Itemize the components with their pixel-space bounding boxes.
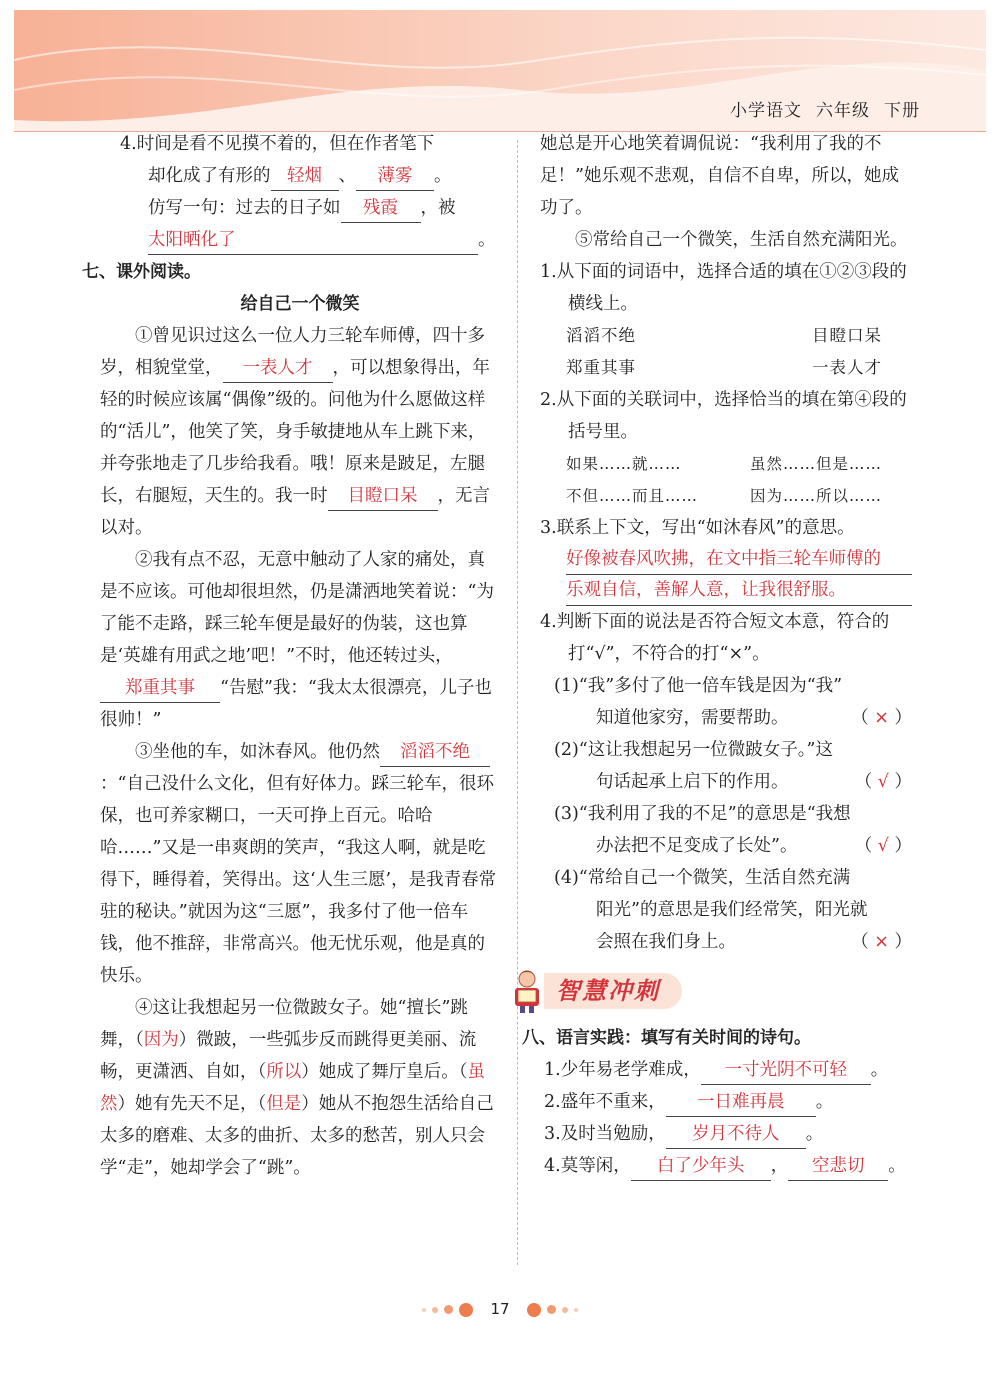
article-title: 给自己一个微笑 (240, 294, 360, 314)
question-3-answer: 好像被春风吹拂，在文中指三轮车师傅的 乐观自信，善解人意，让我很舒服。 (566, 544, 912, 606)
paragraph-4: ④这让我想起另一位微跛女子。她“擅长”跳舞，（因为）微跛，一些弧步反而跳得更美丽、流畅，更潇洒、自如，（所以）她成了舞厅皇后。（虽然）她有先天不足，（但是）她从不抱怨生活给自己太多的磨难、太多的曲折、太多的愁苦，别人只会学“走”，她却学会了“跳”。 (100, 998, 494, 1178)
volume-label: 下册 (884, 101, 920, 121)
judge-item: (1)“我”多付了他一倍车钱是因为“我” 知道他家穷，需要帮助。 （ × ） (554, 676, 912, 728)
paragraph-3: ③坐他的车，如沐春风。他仍然 滔滔不绝：“自己没什么文化，但有好体力。踩三轮车，很环保，也可养家糊口，一天可挣上百元。哈哈哈……”又是一串爽朗的笑声，“我这人啊，就是吃得下，睡得着，笑得出。这‘人生三愿’，是我青春常驻的秘诀。”就因为这“三愿”，我多付了他一倍车钱，他不推辞，非常高兴。他无忧乐观，他是真的快乐。 (100, 736, 500, 992)
question-2: 2.从下面的关联词中，选择恰当的填在第④段的括号里。 (540, 390, 907, 442)
word-options: 滔滔不绝 目瞪口呆 (566, 326, 882, 345)
question-3: 3.联系上下文，写出“如沐春风”的意思。 (540, 518, 855, 538)
answer-blank: 残霞 (341, 194, 421, 223)
paragraph-1: ①曾见识过这么一位人力三轮车师傅，四十多岁，相貌堂堂， 一表人才 ，可以想象得出，年轻的时候应该属“偶像”级的。问他为什么愿做这样的“活儿”，他笑了笑，身手敏捷地从车上跳下来，并夸张地走了几步给我看。哦！原来是跛足，左腿长，右腿短，天生的。我一时 目瞪口呆 ，无言以对。 (100, 326, 490, 538)
paragraph-4-continued: 她总是开心地笑着调侃说：“我利用了我的不足！”她乐观不悲观，自信不自卑，所以，她成功了。 (540, 134, 899, 218)
poem-line: 3.及时当勉励， 岁月不待人 。 (544, 1118, 912, 1150)
poem-line: 4.莫等闲， 白了少年头 ， 空悲切 。 (544, 1150, 912, 1182)
wisdom-sprint-label: 智慧冲刺 (544, 973, 682, 1009)
answer-blank: 薄雾 (356, 162, 434, 191)
left-column (82, 128, 500, 1184)
word-options: 郑重其事 一表人才 (566, 358, 882, 377)
conjunction-options: 不但……而且…… 因为……所以…… (566, 487, 882, 505)
page-footer (0, 1300, 1000, 1318)
student-reading-icon (510, 968, 544, 1014)
answer-blank: 太阳晒化了 (148, 226, 478, 255)
section-8-heading: 八、语言实践：填写有关时间的诗句。 (522, 1028, 811, 1048)
judge-item: (3)“我利用了我的不足”的意思是“我想 办法把不足变成了长处”。 （ √ ） (554, 804, 912, 856)
question-1: 1.从下面的词语中，选择合适的填在①②③段的横线上。 (540, 262, 907, 314)
question-4-judge: 4.判断下面的说法是否符合短文本意，符合的打“√”，不符合的打“×”。 (540, 612, 890, 664)
poem-line: 1.少年易老学难成， 一寸光阴不可轻 。 (544, 1054, 912, 1086)
paragraph-5: ⑤常给自己一个微笑，生活自然充满阳光。 (575, 230, 908, 250)
page-number: 17 (490, 1300, 510, 1318)
section-7-heading: 七、课外阅读。 (82, 262, 201, 282)
wisdom-sprint-banner (510, 968, 912, 1014)
paragraph-2: ②我有点不忍，无意中触动了人家的痛处，真是不应该。可他却很坦然，仍是潇洒地笑着说：“为了能不走路，踩三轮车便是最好的伪装，这也算是‘英雄有用武之地’吧！”不时，他还转过头，郑重其事 “告慰”我：“我太太很漂亮，儿子也很帅！” (100, 550, 494, 730)
subject-label: 小学语文 (730, 101, 802, 121)
column-divider (517, 140, 518, 1265)
poem-line: 2.盛年不重来， 一日难再晨 。 (544, 1086, 912, 1118)
judge-item: (4)“常给自己一个微笑，生活自然充满 阳光”的意思是我们经常笑，阳光就 会照在我们身上。 （ × ） (554, 868, 912, 952)
header-info (716, 96, 920, 121)
judge-item: (2)“这让我想起另一位微跛女子。”这 句话起承上启下的作用。 （ √ ） (554, 740, 912, 792)
question-4: 4.时间是看不见摸不着的，但在作者笔下 却化成了有形的 轻烟 、 薄雾 。 仿写一句：过去的日子如 残霞 ，被 太阳晒化了 。 (120, 128, 500, 256)
grade-label: 六年级 (816, 101, 870, 121)
answer-blank: 轻烟 (271, 162, 339, 191)
conjunction-options: 如果……就…… 虽然……但是…… (566, 455, 882, 473)
right-column (522, 128, 912, 1182)
